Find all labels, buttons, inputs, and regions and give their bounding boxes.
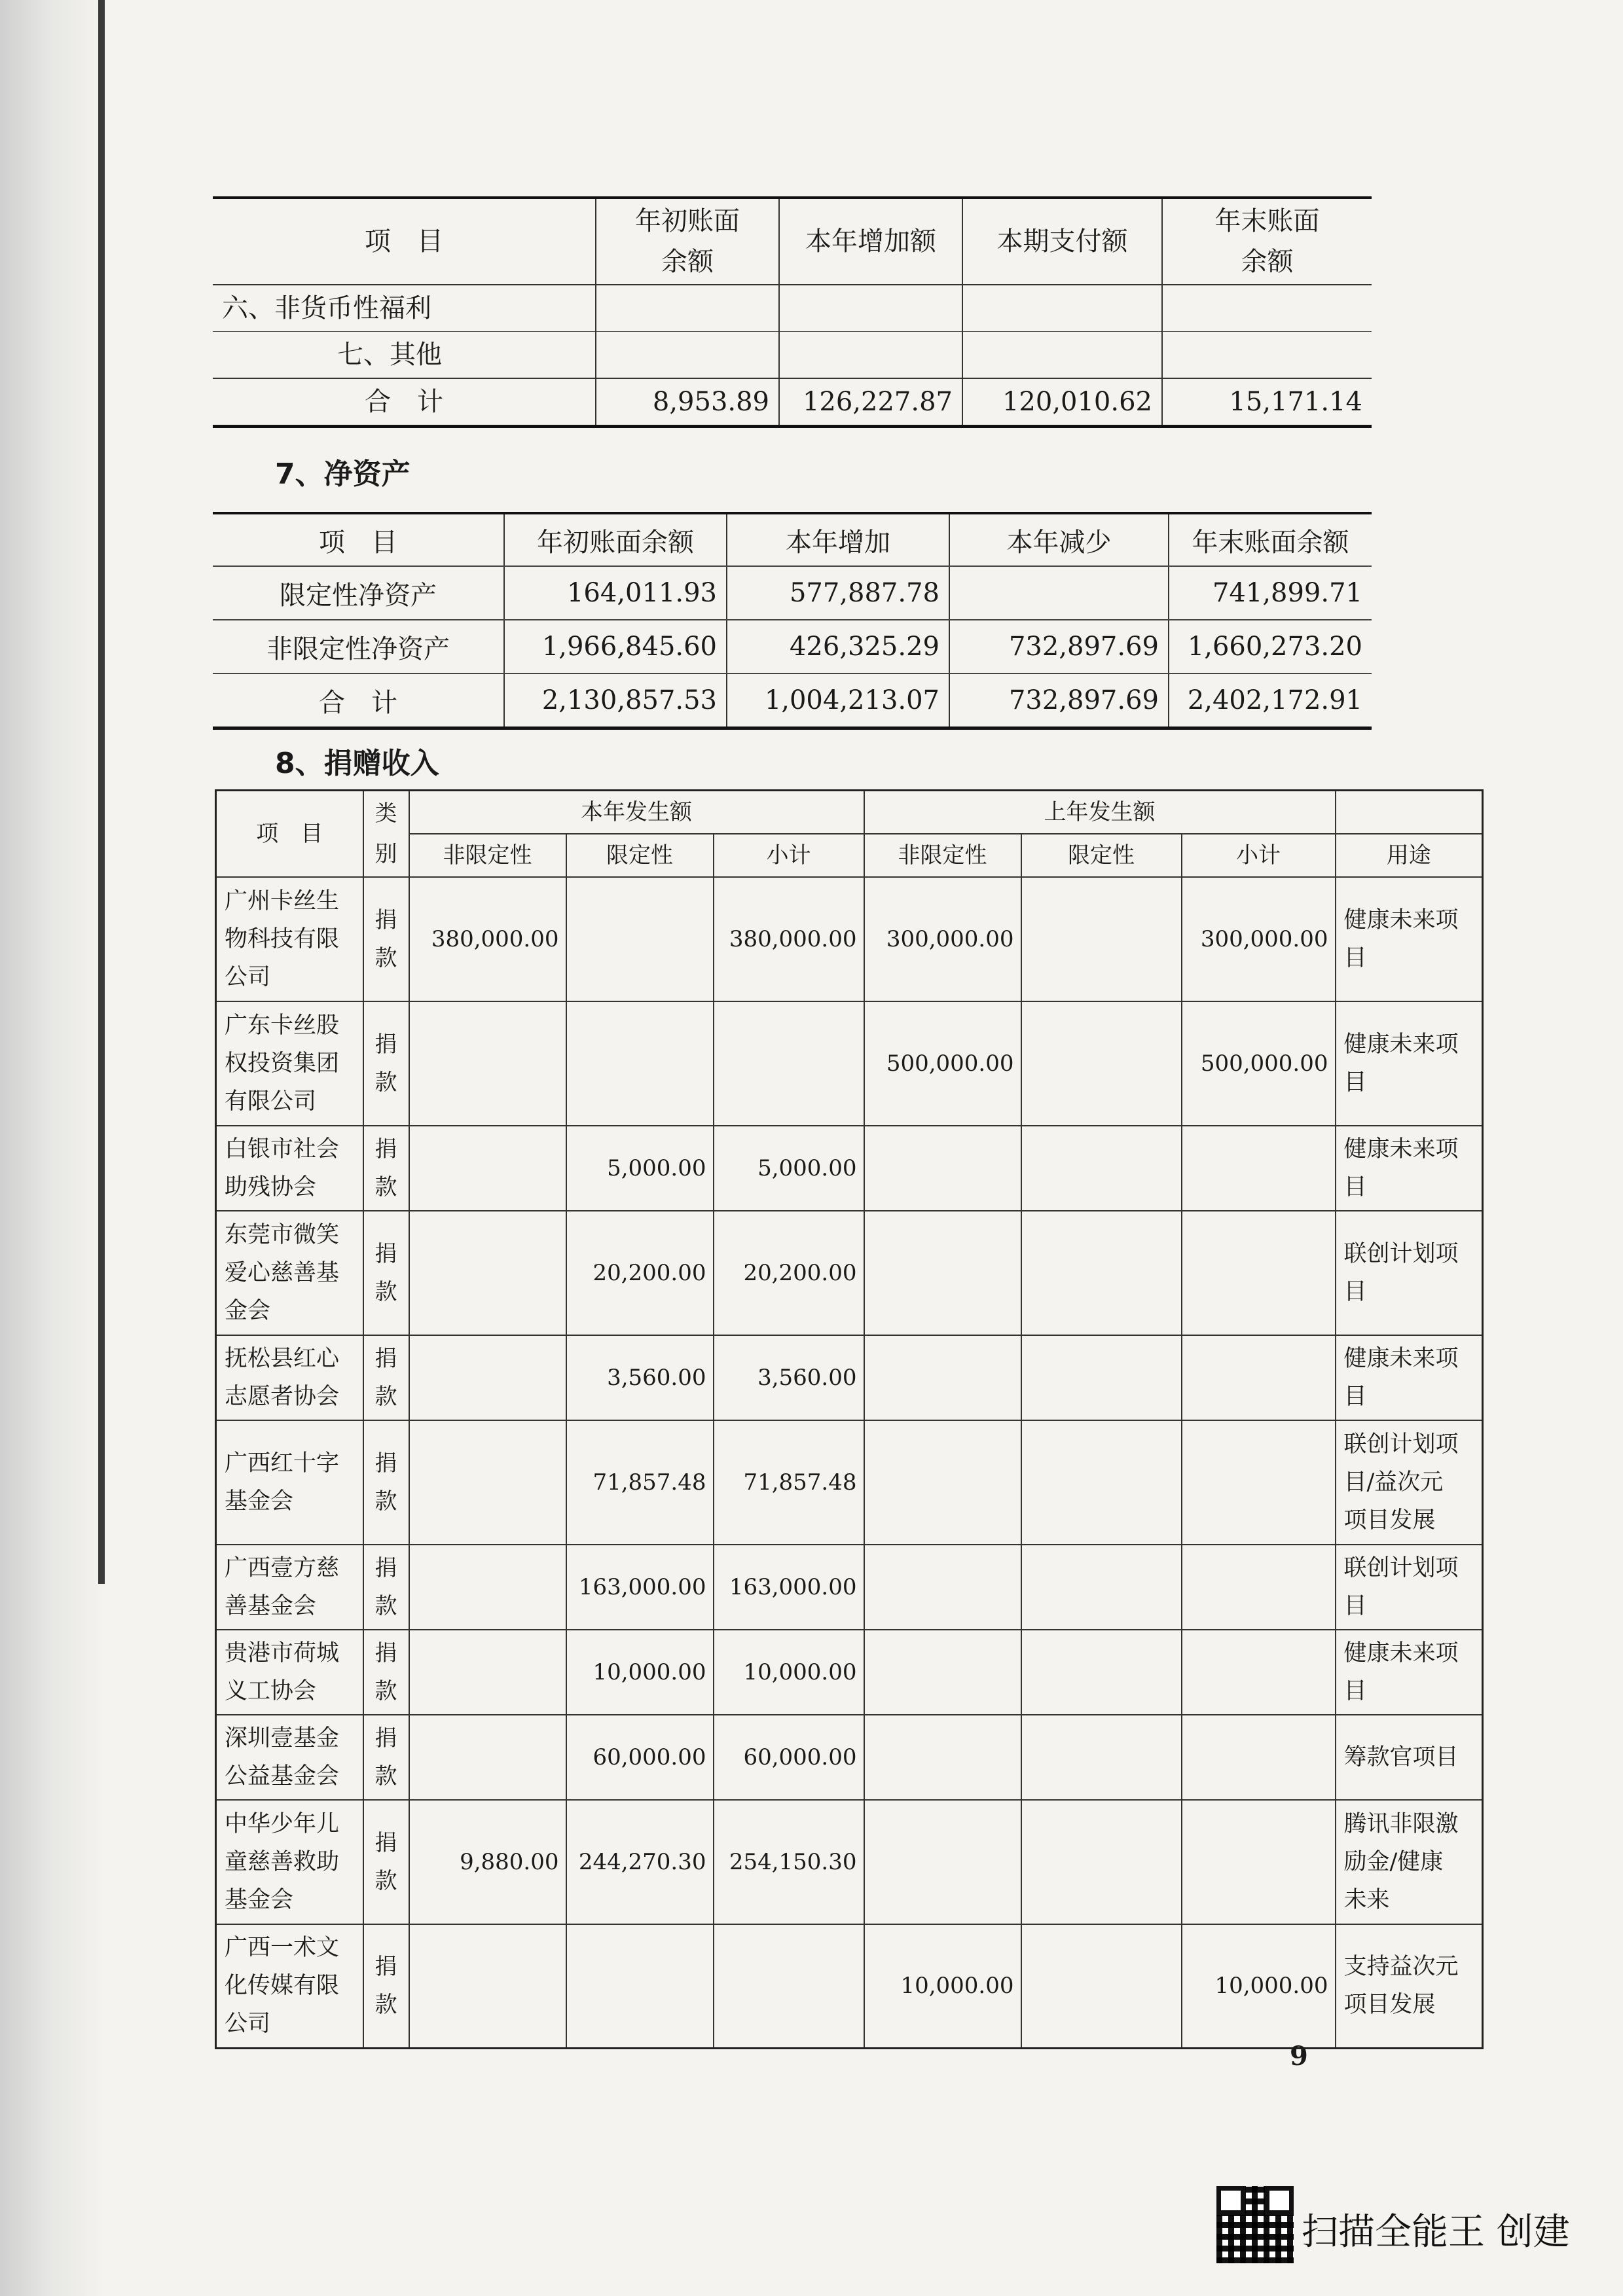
header-previous-year: 上年发生额 [864,791,1336,834]
value-cell [962,332,1162,379]
previous-restricted-cell [1021,1800,1182,1924]
current-subtotal-cell: 10,000.00 [714,1630,864,1715]
donor-name-cell: 广西一术文 化传媒有限 公司 [216,1924,363,2049]
current-restricted-cell [566,1001,714,1126]
previous-unrestricted-cell [864,1630,1021,1715]
donation-type-cell: 捐 款 [363,1800,409,1924]
previous-subtotal-cell [1182,1545,1336,1630]
header-use: 用途 [1336,834,1483,877]
qr-code-icon [1216,2186,1294,2263]
table-row [216,1630,1483,1715]
current-unrestricted-cell: 380,000.00 [409,877,566,1001]
table-row [216,1126,1483,1211]
previous-subtotal-cell [1182,1126,1336,1211]
previous-restricted-cell [1021,1001,1182,1126]
table-row [213,332,1372,379]
value-cell [949,566,1169,620]
previous-restricted-cell [1021,877,1182,1001]
current-unrestricted-cell [409,1630,566,1715]
header-unrestricted: 非限定性 [409,834,566,877]
header-cell: 项 目 [213,198,596,285]
purpose-cell: 健康未来项 目 [1336,1001,1483,1126]
total-row [213,673,1372,728]
current-subtotal-cell: 380,000.00 [714,877,864,1001]
purpose-cell: 联创计划项 目 [1336,1211,1483,1335]
header-cell: 年初账面余额 [504,513,727,566]
previous-restricted-cell [1021,1630,1182,1715]
table-row [216,1001,1483,1126]
value-cell: 8,953.89 [596,378,779,427]
purpose-cell: 健康未来项 目 [1336,1630,1483,1715]
previous-subtotal-cell [1182,1715,1336,1800]
previous-unrestricted-cell: 300,000.00 [864,877,1021,1001]
value-cell: 1,660,273.20 [1169,620,1372,673]
current-restricted-cell [566,877,714,1001]
header-cell: 本年增加 [727,513,949,566]
donation-type-cell: 捐 款 [363,1126,409,1211]
value-cell: 164,011.93 [504,566,727,620]
current-unrestricted-cell [409,1001,566,1126]
current-subtotal-cell [714,1001,864,1126]
value-cell [779,285,962,332]
value-cell [1162,332,1372,379]
donor-name-cell: 贵港市荷城 义工协会 [216,1630,363,1715]
donation-type-cell: 捐 款 [363,1924,409,2049]
header-blank [1336,791,1483,834]
previous-subtotal-cell [1182,1335,1336,1420]
donor-name-cell: 东莞市微笑 爱心慈善基 金会 [216,1211,363,1335]
table-row [213,285,1372,332]
previous-subtotal-cell [1182,1800,1336,1924]
purpose-cell: 健康未来项 目 [1336,877,1483,1001]
header-subtotal: 小计 [1182,834,1336,877]
purpose-cell: 筹款官项目 [1336,1715,1483,1800]
header-cell: 本期支付额 [962,198,1162,285]
value-cell: 426,325.29 [727,620,949,673]
header-kind: 类 别 [363,791,409,877]
current-restricted-cell [566,1924,714,2049]
previous-restricted-cell [1021,1545,1182,1630]
value-cell: 732,897.69 [949,620,1169,673]
value-cell: 15,171.14 [1162,378,1372,427]
current-restricted-cell: 244,270.30 [566,1800,714,1924]
previous-restricted-cell [1021,1715,1182,1800]
current-unrestricted-cell [409,1335,566,1420]
current-unrestricted-cell [409,1211,566,1335]
table-header-row [213,513,1372,566]
donor-name-cell: 广西壹方慈 善基金会 [216,1545,363,1630]
previous-unrestricted-cell [864,1211,1021,1335]
donor-name-cell: 中华少年儿 童慈善救助 基金会 [216,1800,363,1924]
page-number: 9 [1290,2041,1308,2072]
header-restricted: 限定性 [566,834,714,877]
net-assets-table [213,512,1372,730]
previous-subtotal-cell [1182,1211,1336,1335]
donation-type-cell: 捐 款 [363,1545,409,1630]
current-subtotal-cell: 60,000.00 [714,1715,864,1800]
donation-type-cell: 捐 款 [363,1211,409,1335]
table-row [216,1211,1483,1335]
current-restricted-cell: 71,857.48 [566,1420,714,1545]
donor-name-cell: 抚松县红心 志愿者协会 [216,1335,363,1420]
table-row [216,1545,1483,1630]
purpose-cell: 腾讯非限激 励金/健康 未来 [1336,1800,1483,1924]
value-cell: 732,897.69 [949,673,1169,728]
total-label: 合 计 [213,673,504,728]
current-unrestricted-cell [409,1126,566,1211]
current-restricted-cell: 5,000.00 [566,1126,714,1211]
donor-name-cell: 广西红十字 基金会 [216,1420,363,1545]
current-subtotal-cell [714,1924,864,2049]
value-cell: 1,004,213.07 [727,673,949,728]
current-restricted-cell: 3,560.00 [566,1335,714,1420]
value-cell: 741,899.71 [1169,566,1372,620]
donation-type-cell: 捐 款 [363,1630,409,1715]
header-cell: 项 目 [213,513,504,566]
value-cell: 2,130,857.53 [504,673,727,728]
table-header-row [216,791,1483,834]
previous-unrestricted-cell: 500,000.00 [864,1001,1021,1126]
current-unrestricted-cell [409,1715,566,1800]
header-cell: 年末账面余额 [1169,513,1372,566]
previous-subtotal-cell [1182,1630,1336,1715]
section-title-net-assets: 7、净资产 [275,457,410,491]
table-row [216,1715,1483,1800]
donation-type-cell: 捐 款 [363,877,409,1001]
current-restricted-cell: 20,200.00 [566,1211,714,1335]
value-cell: 1,966,845.60 [504,620,727,673]
item-cell: 七、其他 [213,332,596,379]
previous-restricted-cell [1021,1126,1182,1211]
section-title-donation-income: 8、捐赠收入 [275,747,439,780]
total-label: 合 计 [213,378,596,427]
item-cell: 非限定性净资产 [213,620,504,673]
donation-type-cell: 捐 款 [363,1335,409,1420]
value-cell [962,285,1162,332]
previous-restricted-cell [1021,1335,1182,1420]
previous-unrestricted-cell [864,1800,1021,1924]
value-cell [596,332,779,379]
header-cell: 本年增加额 [779,198,962,285]
header-item: 项 目 [216,791,363,877]
employee-compensation-table [213,196,1372,428]
previous-unrestricted-cell [864,1126,1021,1211]
header-subtotal: 小计 [714,834,864,877]
table-row [216,1335,1483,1420]
donation-income-table [215,789,1484,2049]
purpose-cell: 支持益次元 项目发展 [1336,1924,1483,2049]
header-cell: 年初账面 余额 [596,198,779,285]
value-cell: 2,402,172.91 [1169,673,1372,728]
previous-unrestricted-cell [864,1545,1021,1630]
current-unrestricted-cell: 9,880.00 [409,1800,566,1924]
current-restricted-cell: 10,000.00 [566,1630,714,1715]
value-cell [779,332,962,379]
item-cell: 六、非货币性福利 [213,285,596,332]
table-row [213,620,1372,673]
header-cell: 本年减少 [949,513,1169,566]
donor-name-cell: 深圳壹基金 公益基金会 [216,1715,363,1800]
previous-unrestricted-cell [864,1335,1021,1420]
current-restricted-cell: 60,000.00 [566,1715,714,1800]
current-restricted-cell: 163,000.00 [566,1545,714,1630]
table-row [216,1420,1483,1545]
current-unrestricted-cell [409,1924,566,2049]
purpose-cell: 健康未来项 目 [1336,1126,1483,1211]
current-subtotal-cell: 71,857.48 [714,1420,864,1545]
header-restricted: 限定性 [1021,834,1182,877]
item-cell: 限定性净资产 [213,566,504,620]
current-subtotal-cell: 163,000.00 [714,1545,864,1630]
previous-restricted-cell [1021,1924,1182,2049]
previous-subtotal-cell [1182,1420,1336,1545]
value-cell: 577,887.78 [727,566,949,620]
value-cell: 126,227.87 [779,378,962,427]
donor-name-cell: 广东卡丝股 权投资集团 有限公司 [216,1001,363,1126]
previous-subtotal-cell: 10,000.00 [1182,1924,1336,2049]
previous-restricted-cell [1021,1211,1182,1335]
table-row [213,566,1372,620]
donation-type-cell: 捐 款 [363,1420,409,1545]
current-unrestricted-cell [409,1545,566,1630]
previous-unrestricted-cell: 10,000.00 [864,1924,1021,2049]
purpose-cell: 联创计划项 目/益次元 项目发展 [1336,1420,1483,1545]
donation-type-cell: 捐 款 [363,1001,409,1126]
previous-subtotal-cell: 300,000.00 [1182,877,1336,1001]
table-row [216,1924,1483,2049]
previous-unrestricted-cell [864,1715,1021,1800]
table-row [216,877,1483,1001]
header-cell: 年末账面 余额 [1162,198,1372,285]
previous-subtotal-cell: 500,000.00 [1182,1001,1336,1126]
donation-type-cell: 捐 款 [363,1715,409,1800]
value-cell [596,285,779,332]
header-unrestricted: 非限定性 [864,834,1021,877]
current-unrestricted-cell [409,1420,566,1545]
current-subtotal-cell: 254,150.30 [714,1800,864,1924]
total-row [213,378,1372,427]
previous-unrestricted-cell [864,1420,1021,1545]
purpose-cell: 健康未来项 目 [1336,1335,1483,1420]
current-subtotal-cell: 3,560.00 [714,1335,864,1420]
value-cell: 120,010.62 [962,378,1162,427]
value-cell [1162,285,1372,332]
table-header-row [213,198,1372,285]
current-subtotal-cell: 5,000.00 [714,1126,864,1211]
table-row [216,1800,1483,1924]
purpose-cell: 联创计划项 目 [1336,1545,1483,1630]
scan-binding-bar [98,0,105,1584]
scanner-watermark: 扫描全能王 创建 [1302,2211,1570,2253]
current-subtotal-cell: 20,200.00 [714,1211,864,1335]
previous-restricted-cell [1021,1420,1182,1545]
header-current-year: 本年发生额 [409,791,864,834]
donor-name-cell: 白银市社会 助残协会 [216,1126,363,1211]
donor-name-cell: 广州卡丝生 物科技有限 公司 [216,877,363,1001]
scan-edge-shadow [0,0,105,2296]
